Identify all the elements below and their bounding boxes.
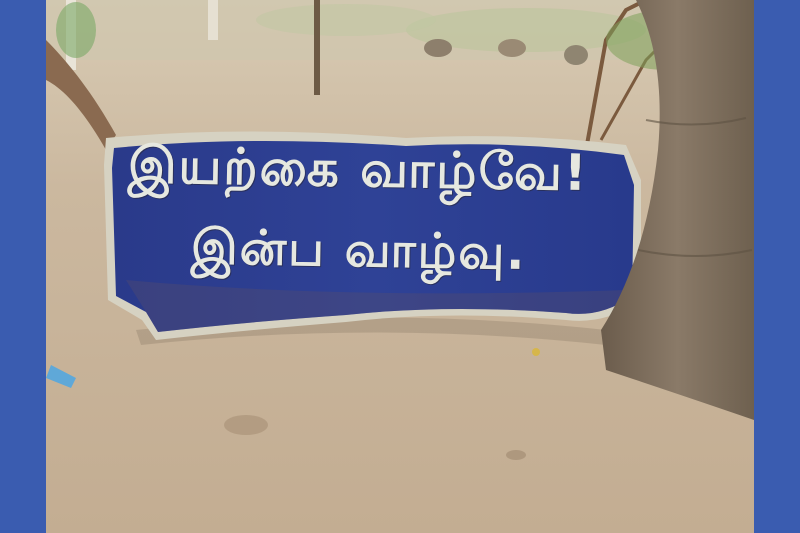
flower-pot [424,39,452,57]
sign-text-line-1: இயற்கை வாழ்வே! [127,135,590,203]
small-fruit [532,348,540,356]
thin-tree-trunk [314,0,320,95]
left-border-bar [0,0,46,533]
flower-pot [564,45,588,65]
right-border-bar [754,0,800,533]
sign-text-line-2: இன்ப வாழ்வு. [190,219,527,281]
photo [46,0,754,533]
flower-pot [498,39,526,57]
